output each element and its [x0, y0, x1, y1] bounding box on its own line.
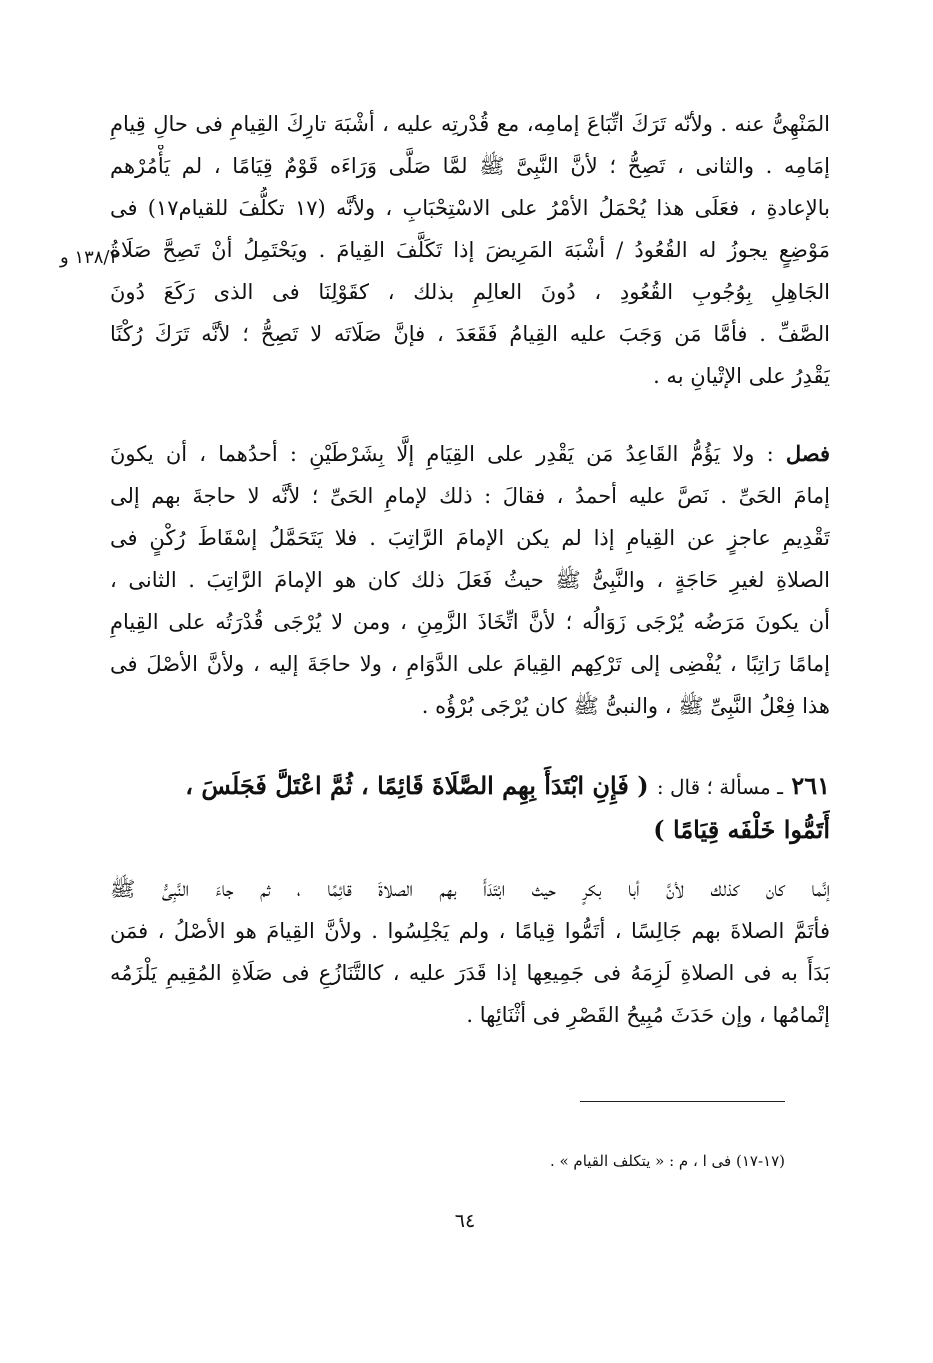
margin-folio-note: ١٣٨/٢ و [60, 247, 120, 268]
text-line: هذا فِعْلُ النَّبِىِّ ﷺ ، والنبىُّ ﷺ كان يُرْجَى بُرْؤُه . [421, 694, 830, 718]
issue-heading-line-2: أَتَمُّوا خَلْفَه قِيَامًا ) [653, 815, 830, 844]
issue-text-1: ( فَإِنِ ابْتَدَأَ بِهِم الصَّلَاةَ قَائِمًا ، ثُمَّ اعْتَلَّ فَجَلَسَ ، [185, 771, 649, 800]
text-line [110, 433, 830, 475]
page-number: ٦٤ [454, 1210, 476, 1232]
text-line: إتْمامُها ، وإن حَدَثَ مُبِيحُ القَصْرِ فى أثْنَائِها . [466, 1003, 830, 1027]
text-line: مَوْضِعٍ يجوزُ له القُعُودُ / أشْبَهَ المَرِيضَ إذا تَكَلَّفَ القِيامَ . ويَحْتَمِلُ أنْ تَصِحَّ صَلَاةُ [110, 238, 830, 262]
issue-label: ـ مسألة ؛ قال : [656, 775, 783, 799]
text-line: بَدَأَ به فى الصلاةِ لَزِمَهُ فى جَمِيعِها إذا قَدَرَ عليه ، كالتَّنَازُعِ فى صَلَاةِ المُقِيمِ يَلْزَمُه [110, 961, 830, 985]
text-line: فأتَمَّ الصلاةَ بهم جَالِسًا ، أتَمُّوا قِيامًا ، ولم يَجْلِسُوا . ولأنَّ القِيامَ هو الأصْلُ ، فمَن [110, 919, 830, 943]
text-line-rest: : ولا يَؤُمُّ القَاعِدُ مَن يَقْدِر على القِيَامِ إلَّا بِشَرْطَيْنِ : أحدُهما ، أن يكونَ [110, 442, 774, 466]
text-line: أن يكونَ مَرَضُه يُرْجَى زَوَالُه ؛ لأنَّ اتِّخَاذَ الزَّمِنِ ، ومن لا يُرْجَى قُدْرَتُه على القِيامِ [110, 610, 830, 634]
text-line: بالإعادةِ ، فعَلَى هذا يُحْمَلُ الأمْرُ على الاسْتِحْبَابِ ، ولأنَّه (١٧ تكلُّفَ للقيام١٧) فى [110, 196, 830, 220]
footnote: (١٧-١٧) فى ا ، م : « يتكلف القيام » . [549, 1152, 785, 1170]
text-line: الصلاةِ لغيرِ حَاجَةٍ ، والنَّبِىُّ ﷺ حيثُ فَعَلَ ذلك كان هو الإمامَ الرَّاتِبَ . الثانى ، [110, 568, 830, 592]
text-line: إمامًا رَاتِبًا ، يُفْضِى إلى تَرْكِهم القِيامَ على الدَّوَامِ ، ولا حاجَةَ إليه ، ولأنَّ الأصْلَ فى [110, 652, 830, 676]
issue-heading-line-1 [110, 764, 830, 808]
text-line: الجَاهِلِ بِوُجُوبِ القُعُودِ ، دُونَ العالِمِ بذلك ، كقَوْلِنَا فى الذى رَكَعَ دُونَ [110, 280, 830, 304]
text-line: الصَّفِّ . فأمَّا مَن وَجَبَ عليه القِيامُ فَقَعَدَ ، فإنَّ صَلَاتَه لا تَصِحُّ ؛ لأنَّه تَرَكَ رُكْنًا [110, 322, 830, 346]
paragraph-2 [110, 433, 830, 727]
paragraph-3 [110, 868, 830, 1036]
text-line: إمامَ الحَىِّ . نَصَّ عليه أحمدُ ، فقالَ : ذلك لإمامِ الحَىِّ ؛ لأنَّه لا حاجةَ بهم إلى [110, 484, 830, 508]
text-line: يَقْدِرُ على الإتْيانِ به . [653, 364, 830, 388]
section-lead-word: فصل [785, 441, 830, 466]
text-line: إنَّما كان كذلك لأنَّ أبا بكرٍ حيث ابْتَدَأَ بهم الصلاةَ قائِمًا ، ثم جاءَ النَّبِىُّ ﷺ [110, 877, 830, 901]
issue-heading [110, 764, 830, 852]
issue-number: ٢٦١ [791, 771, 830, 800]
text-line: تَقْدِيمِ عاجزٍ عن القِيامِ إذا لم يكن الإمامَ الرَّاتِبَ . فلا يَتَحَمَّلُ إسْقَاطَ رُكْنٍ فى [110, 526, 830, 550]
paragraph-1 [110, 103, 830, 397]
text-line: المَنْهِىُّ عنه . ولأنّه تَرَكَ اتِّبَاعَ إمامِه، مع قُدْرتِه عليه ، أشْبَهَ تارِكَ القِيامِ فى حالِ قِيامِ [110, 112, 830, 136]
footnote-separator [580, 1101, 785, 1102]
text-line: إمَامِه . والثانى ، تَصِحُّ ؛ لأنَّ النَّبِىَّ ﷺ لمَّا صَلَّى وَرَاءَه قَوْمٌ قِيَامًا ، لم يَأْمُرْهم [110, 154, 830, 178]
